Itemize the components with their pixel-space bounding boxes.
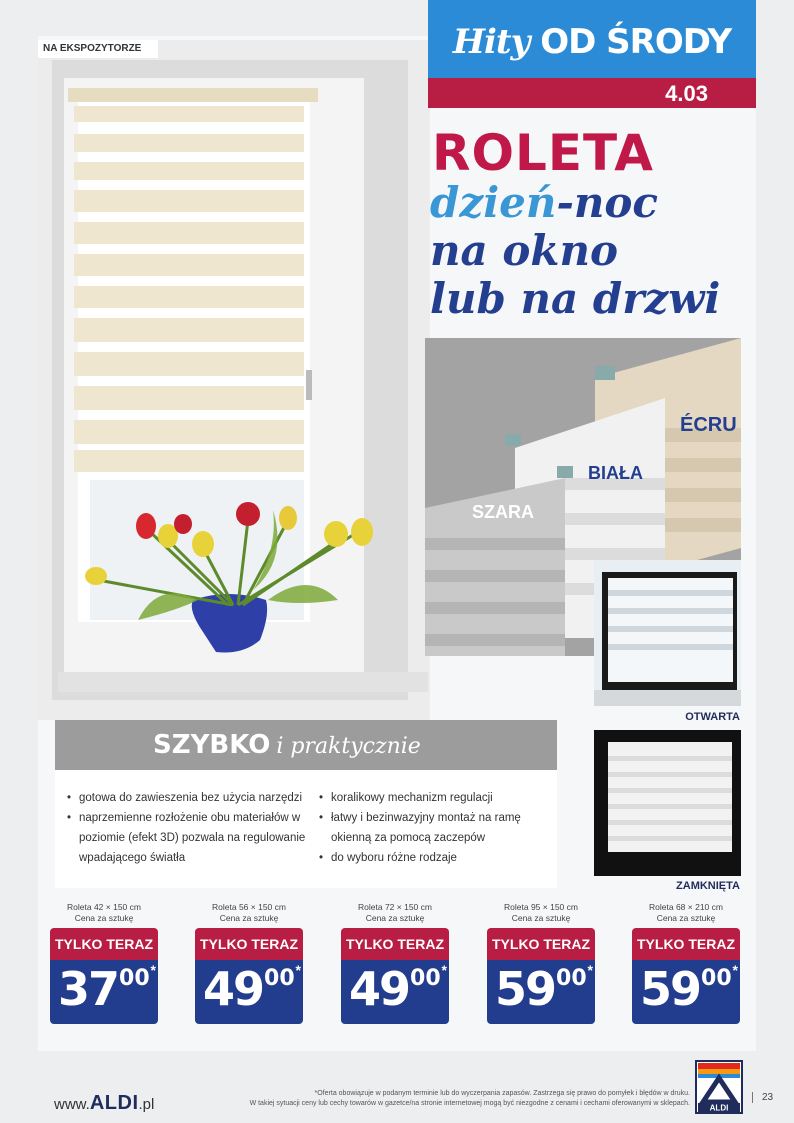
website-link[interactable] [54,1092,154,1115]
price-cents: 00 [119,966,150,991]
price-cents: 00 [264,966,295,991]
price-value-box [195,960,303,1024]
price-value-box [632,960,740,1024]
feature-item: • do wyboru różne rodzaje [317,848,553,868]
od-srody-text: OD ŚRODY [540,22,732,62]
price-value-box [50,960,158,1024]
price-tag [632,902,740,1028]
variant-szara: SZARA [472,502,534,522]
product-title-line3: na okno [430,226,619,275]
offer-date-bar [428,78,756,108]
hity-text: Hity [452,22,530,62]
logo-text: ALDI [709,1103,729,1113]
features-title-italic: i praktycznie [276,734,421,759]
price-size: Roleta 42 × 150 cm [67,902,141,912]
price-whole: 49 [349,962,410,1016]
price-value [349,962,441,1016]
price-label: TYLKO TERAZ [341,928,449,960]
price-asterisk: * [441,962,447,978]
price-label: TYLKO TERAZ [50,928,158,960]
feature-item: • naprzemienne rozłożenie obu materiałów w poziomie (efekt 3D) pozwala na regulowanie wpadającego światła [65,808,315,868]
price-badge [487,928,595,1028]
features-list-left [65,788,315,868]
price-tag [487,902,595,1028]
price-size: Roleta 68 × 210 cm [649,902,723,912]
price-unit: Cena za sztukę [511,913,571,923]
offer-date: 4.03 [665,81,708,106]
price-whole: 49 [203,962,264,1016]
window-blind-photo [38,40,430,720]
price-badge [50,928,158,1028]
title-night-word: -noc [556,178,658,227]
display-badge: NA EKSPOZYTORZE [38,40,158,58]
price-tag [50,902,158,1028]
features-list-right [317,788,553,868]
price-whole: 37 [58,962,119,1016]
feature-item: • gotowa do zawieszenia bez użycia narzędzi [65,788,315,808]
title-day-word: dzień [430,178,557,227]
price-label: TYLKO TERAZ [487,928,595,960]
price-value [203,962,295,1016]
aldi-logo-icon [695,1060,743,1114]
price-value [58,962,150,1016]
price-asterisk: * [587,962,593,978]
legal-footnote [180,1089,690,1109]
price-badge [341,928,449,1028]
product-title-line2 [430,178,658,227]
url-suffix: .pl [138,1096,155,1113]
price-asterisk: * [732,962,738,978]
price-value-box [487,960,595,1024]
price-whole: 59 [495,962,556,1016]
offer-header [428,0,756,108]
url-prefix: www. [54,1096,90,1113]
price-cents: 00 [701,966,732,991]
footnote-line2: W takiej sytuacji ceny lub cechy towarów w gazetce/na stronie internetowej mogą być niezgodne z cenami i cechami oferowanymi w sklepach. [249,1100,690,1107]
price-label: TYLKO TERAZ [632,928,740,960]
blind-closed-photo [594,730,741,876]
price-cents: 00 [410,966,441,991]
feature-item: • koralikowy mechanizm regulacji [317,788,553,808]
price-unit: Cena za sztukę [219,913,279,923]
product-title-line1: ROLETA [432,124,654,182]
price-size: Roleta 95 × 150 cm [504,902,578,912]
features-title [153,730,421,760]
price-unit: Cena za sztukę [74,913,134,923]
price-value-box [341,960,449,1024]
variant-ecru: ÉCRU [680,414,737,436]
price-badge [632,928,740,1028]
price-size: Roleta 72 × 150 cm [358,902,432,912]
price-badge [195,928,303,1028]
features-header [55,720,557,770]
price-tag [341,902,449,1028]
thumb-closed-caption: ZAMKNIĘTA [676,880,740,892]
offer-header-title [428,22,756,62]
price-asterisk: * [295,962,301,978]
price-unit: Cena za sztukę [365,913,425,923]
price-cents: 00 [556,966,587,991]
price-whole: 59 [640,962,701,1016]
feature-item: • łatwy i bezinwazyjny montaż na ramę okienną za pomocą zaczepów [317,808,553,848]
footnote-line1: *Oferta obowiązuje w podanym terminie lub do wyczerpania zapasów. Zastrzega się prawo do pomyłek i błędów w druku. [314,1090,690,1097]
variant-biala: BIAŁA [588,463,643,483]
price-value [640,962,732,1016]
thumb-open-caption: OTWARTA [685,711,740,723]
price-tag [195,902,303,1028]
price-size: Roleta 56 × 150 cm [212,902,286,912]
features-body [55,770,557,888]
price-label: TYLKO TERAZ [195,928,303,960]
product-title-line4: lub na drzwi [430,274,721,323]
price-unit: Cena za sztukę [656,913,716,923]
page-number: 23 [752,1092,773,1103]
url-brand: ALDI [89,1092,139,1114]
price-asterisk: * [150,962,156,978]
features-title-bold: SZYBKO [153,730,271,760]
blind-open-photo [594,560,741,706]
price-value [495,962,587,1016]
